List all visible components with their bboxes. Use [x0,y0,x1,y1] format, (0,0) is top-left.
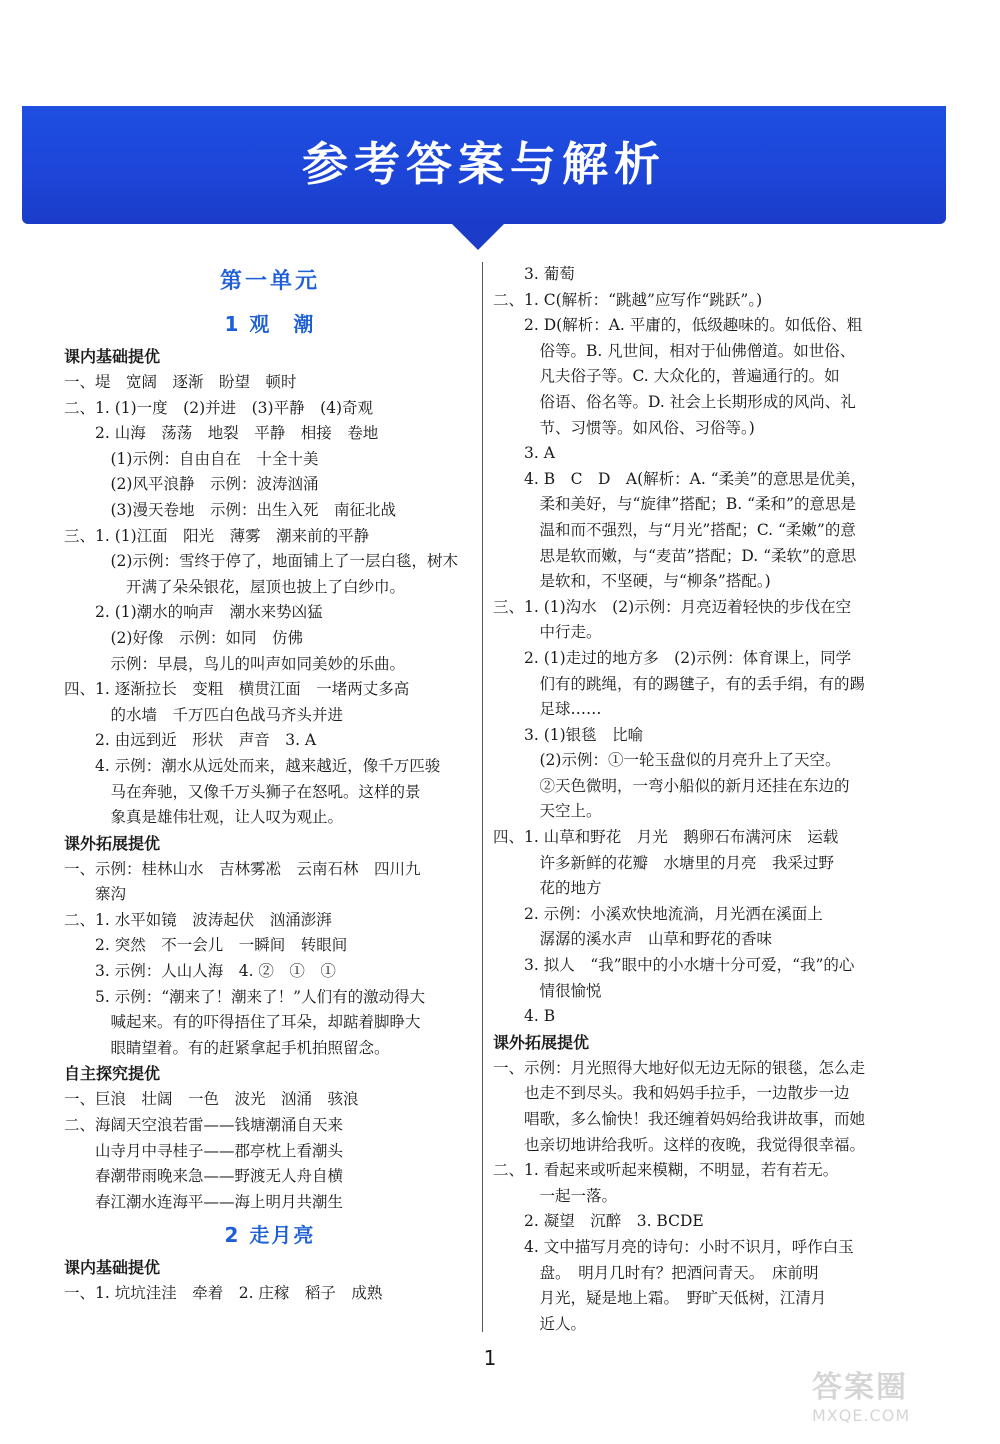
answer-line: 思是软而嫩，与“麦苗”搭配；D. “柔软”的意思 [493,546,857,565]
answer-line: 一、巨浪 壮阔 一色 波光 汹涌 骇浪 [64,1090,359,1109]
answer-line: 二、1. (1)一度 (2)并进 (3)平静 (4)奇观 [64,398,374,417]
answer-block [493,1056,963,1338]
answer-line: 的水墙 千万匹白色战马齐头并进 [64,705,344,724]
page-number: 1 [483,1346,497,1370]
section-heading: 课外拓展提优 [493,1032,590,1052]
left-column [64,262,476,1307]
answer-line: 2. (1)潮水的响声 潮水来势凶猛 [64,603,323,622]
answer-line: 4. B [493,1007,556,1026]
page-title: 参考答案与解析 [302,137,666,191]
answer-line: 3. (1)银毯 比喻 [493,725,644,744]
section-heading: 课内基础提优 [64,347,161,366]
answer-block [493,262,963,1030]
answer-line: 花的地方 [493,879,602,898]
answer-line: 5. 示例：“潮来了！潮来了！”人们有的激动得大 [64,987,426,1006]
answer-line: 三、1. (1)江面 阳光 薄雾 潮来前的平静 [64,526,370,545]
answer-line: 寨沟 [64,885,127,904]
answer-line: 3. A [493,444,555,463]
section-heading: 课外拓展提优 [64,833,161,853]
answer-line: 3. 葡萄 [493,265,575,283]
watermark-logo [812,1362,982,1434]
answer-line: 一、堤 宽阔 逐渐 盼望 顿时 [64,373,297,391]
answer-line: 一、示例：月光照得大地好似无边无际的银毯，怎么走 [493,1058,866,1077]
answer-line: 春江潮水连海平——海上明月共潮生 [64,1192,344,1211]
answer-line: (2)风平浪静 示例：波涛汹涌 [64,475,319,494]
answer-line: 盘。 明月几时有？把酒问青天。 床前明 [493,1263,819,1282]
answer-line: 喊起来。有的吓得捂住了耳朵，却踮着脚睁大 [64,1013,421,1032]
answer-line: 们有的跳绳，有的踢毽子，有的丢手绢，有的踢 [493,674,866,693]
answer-line: 2. (1)走过的地方多 (2)示例：体育课上，同学 [493,648,852,667]
answer-line: 四、1. 山草和野花 月光 鹅卵石布满河床 运载 [493,828,839,847]
answer-line: ②天色微明，一弯小船似的新月还挂在东边的 [493,776,850,795]
answer-line: 马在奔驰，又像千万头狮子在怒吼。这样的景 [64,782,421,801]
answer-line: 俗等。B. 凡世间，相对于仙佛僧道。如世俗、 [493,341,856,360]
watermark-url: MXQE.COM [812,1406,911,1425]
answer-line: 凡夫俗子等。C. 大众化的，普遍通行的。如 [493,367,840,386]
answer-line: (2)好像 示例：如同 仿佛 [64,628,303,647]
answer-line: 月光，疑是地上霜。 野旷天低树，江清月 [493,1289,827,1308]
answer-line: (3)漫天卷地 示例：出生入死 南征北战 [64,500,396,519]
answer-line: 许多新鲜的花瓣 水塘里的月亮 我采过野 [493,853,835,872]
answer-line: 三、1. (1)沟水 (2)示例：月亮迈着轻快的步伐在空 [493,597,852,616]
answer-line: 眼睛望着。有的赶紧拿起手机拍照留念。 [64,1038,390,1057]
answer-line: 潺潺的溪水声 山草和野花的香味 [493,930,773,949]
unit-title: 第一单元 [219,269,320,294]
answer-line: 柔和美好，与“旋律”搭配；B. “柔和”的意思是 [493,495,856,514]
answer-line: 一、1. 坑坑洼洼 牵着 2. 庄稼 稻子 成熟 [64,1284,383,1303]
answer-line: 足球…… [493,700,602,719]
section-heading: 课内基础提优 [64,1258,161,1278]
answer-line: 唱歌，多么愉快！我还缠着妈妈给我讲故事，而她 [493,1110,866,1128]
answer-line: (2)示例：①一轮玉盘似的月亮升上了天空。 [493,751,841,770]
answer-line: 2. 示例：小溪欢快地流淌，月光洒在溪面上 [493,904,823,923]
watermark-text: 答案圈 [812,1370,908,1405]
answer-line: 开满了朵朵银花，屋顶也披上了白纱巾。 [64,577,406,596]
answer-line: 天空上。 [493,802,602,821]
answer-block [64,1087,476,1215]
answer-block [64,370,476,831]
answer-line: 4. 文中描写月亮的诗句：小时不识月，呼作白玉 [493,1237,854,1256]
answer-line: 2. 凝望 沉醉 3. BCDE [493,1212,704,1231]
answer-line: 3. 拟人 “我”眼中的小水塘十分可爱，“我”的心 [493,956,855,975]
answer-line: 一、示例：桂林山水 吉林雾凇 云南石林 四川九 [64,859,421,878]
answer-block [64,857,476,1062]
answer-line: 中行走。 [493,623,602,642]
answer-block [64,1281,476,1307]
answer-line: 情很愉悦 [493,981,602,1000]
section-heading: 自主探究提优 [64,1064,161,1084]
answer-line: 4. 示例：潮水从远处而来，越来越近，像千万匹骏 [64,756,441,775]
answer-line: 二、1. 看起来或听起来模糊，不明显，若有若无。 [493,1161,839,1180]
lesson-title: 2 走月亮 [224,1223,316,1248]
answer-line: 一起一落。 [493,1186,618,1205]
answer-line: 2. 山海 荡荡 地裂 平静 相接 卷地 [64,424,379,443]
banner-notch [450,222,506,250]
answer-line: (1)示例：自由自在 十全十美 [64,449,319,468]
answer-line: 也走不到尽头。我和妈妈手拉手，一边散步一边 [493,1084,850,1103]
answer-line: 节、习惯等。如风俗、习俗等。) [493,418,755,437]
answer-line: 近人。 [493,1314,587,1333]
answer-line: 四、1. 逐渐拉长 变粗 横贯江面 一堵两丈多高 [64,680,410,699]
answer-line: 2. 突然 不一会儿 一瞬间 转眼间 [64,936,348,955]
column-divider [482,262,483,1332]
answer-line: 二、1. C(解析：“跳越”应写作“跳跃”。) [493,290,763,309]
answer-line: 也亲切地讲给我听。这样的夜晚，我觉得很幸福。 [493,1135,866,1154]
answer-line: 俗语、俗名等。D. 社会上长期形成的风尚、礼 [493,392,856,411]
answer-line: 2. D(解析：A. 平庸的，低级趣味的。如低俗、粗 [493,316,863,335]
answer-line: 二、1. 水平如镜 波涛起伏 汹涌澎湃 [64,910,332,929]
answer-line: 4. B C D A(解析：A. “柔美”的意思是优美， [493,469,867,488]
answer-line: 2. 由远到近 形状 声音 3. A [64,731,317,750]
answer-line: (2)示例：雪终于停了，地面铺上了一层白毯，树木 [64,552,458,571]
answer-line: 是软和，不坚硬，与“柳条”搭配。) [493,572,771,591]
answer-line: 象真是雄伟壮观，让人叹为观止。 [64,808,344,827]
answer-line: 示例：早晨，鸟儿的叫声如同美妙的乐曲。 [64,654,406,673]
answer-line: 春潮带雨晚来急——野渡无人舟自横 [64,1167,344,1186]
lesson-title: 1 观 潮 [224,312,316,336]
answer-line: 3. 示例：人山人海 4. ② ① ① [64,962,336,981]
answer-line: 二、海阔天空浪若雷——钱塘潮涌自天来 [64,1116,344,1135]
answer-line: 温和而不强烈，与“月光”搭配；C. “柔嫩”的意 [493,520,856,539]
answer-line: 山寺月中寻桂子——郡亭枕上看潮头 [64,1141,344,1160]
right-column [493,262,963,1337]
